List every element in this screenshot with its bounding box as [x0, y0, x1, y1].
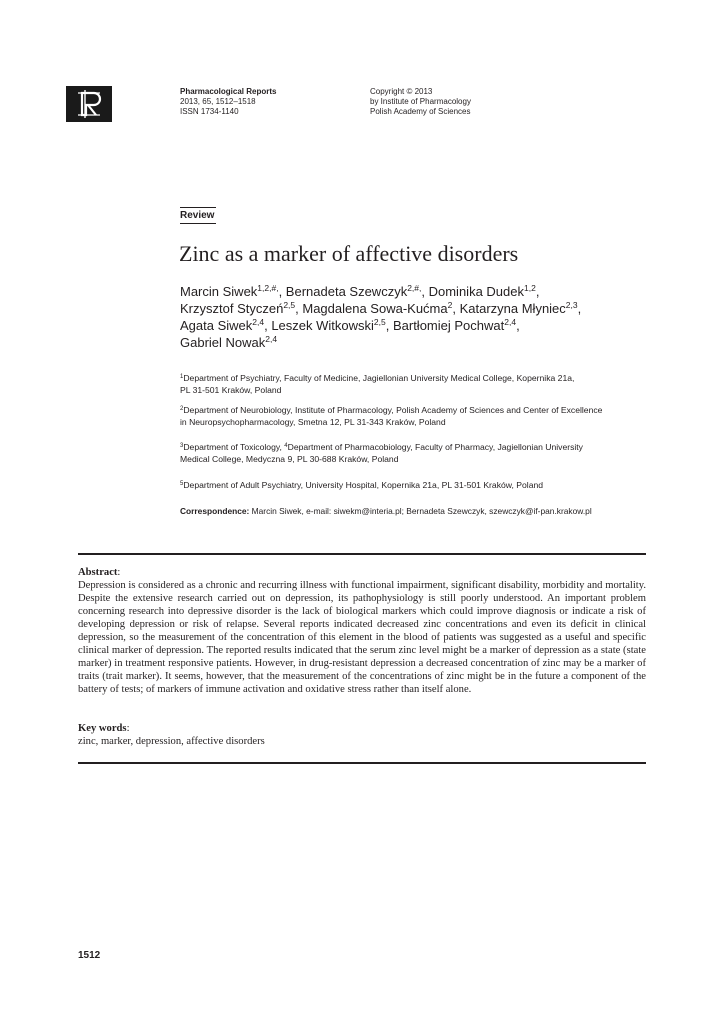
review-rule-bottom [180, 223, 216, 224]
author-separator: , [535, 284, 540, 299]
keywords-heading-colon: : [126, 723, 130, 734]
affiliation-text: in Neuropsychopharmacology, Smetna 12, PL 31-343 Kraków, Poland [180, 417, 446, 427]
affiliation-text: PL 31-501 Kraków, Poland [180, 385, 282, 395]
abstract-body: Depression is considered as a chronic and recurring illness with functional impairment, significant disability, morbidity and mortality. Despite the extensive research carried out on depression, its pathophysiology is still poorly understood. An important problem concerning research into depressive disorder is the lack of biological markers which could improve diagnosis or indicate a risk of developing depression or risk of relapse. Several reports indicated decreased zinc concentrations and even its deficit in clinical depression, so the measurement of the concentration of this element in the blood of patients was suggested as a useful and specific clinical marker of depression. The reported results indicated that the serum zinc level might be a marker of depression as a state (state marker) in treatment responsive patients. However, in drug-resistant depression a decreased concentration of zinc may be a marker of traits (trait marker). It seems, however, that the measurement of the concentrations of zinc might be in the future a component of the battery of tests; of markers of immune activation and oxidative stress rather than itself alone. [78, 580, 646, 695]
correspondence-text: Marcin Siwek, e-mail: siwekm@interia.pl; Bernadeta Szewczyk, szewczyk@if-pan.krakow.pl [249, 506, 592, 516]
author-affiliation-sup: 2 [447, 300, 453, 310]
author-name: , Dominika Dudek [421, 284, 524, 299]
review-rule-top [180, 207, 216, 208]
publisher-line-1: by Institute of Pharmacology [370, 97, 471, 106]
journal-issn: ISSN 1734-1140 [180, 107, 239, 116]
author-affiliation-sup: 2,5 [373, 317, 386, 327]
affiliation-text: Medical College, Medyczna 9, PL 30-688 Kraków, Poland [180, 454, 399, 464]
author-name: Krzysztof Styczeń [180, 301, 284, 316]
author-line [180, 334, 650, 351]
author-affiliation-sup: 2,#, [407, 283, 422, 293]
author-separator: , [516, 318, 520, 333]
author-line [180, 300, 650, 317]
page-number: 1512 [78, 950, 101, 961]
affiliation-text: Department of Pharmacobiology, Faculty of Pharmacy, Jagiellonian University [287, 442, 583, 452]
abstract-rule-top [78, 553, 646, 555]
affiliation-3-4 [180, 441, 640, 465]
abstract-heading-colon: : [117, 567, 121, 578]
copyright-info [370, 87, 471, 117]
affiliation-number: 1 [180, 374, 184, 380]
journal-logo [66, 86, 112, 122]
author-list [180, 283, 650, 351]
author-affiliation-sup: 2,4 [252, 317, 265, 327]
author-name: Marcin Siwek [180, 284, 258, 299]
author-affiliation-sup: 2,5 [283, 300, 296, 310]
author-name: Agata Siwek [180, 318, 253, 333]
author-affiliation-sup: 2,3 [565, 300, 578, 310]
author-name: , Bartłomiej Pochwat [385, 318, 505, 333]
author-line [180, 317, 650, 334]
author-name: , Katarzyna Młyniec [452, 301, 566, 316]
affiliation-text: Department of Toxicology, [183, 442, 285, 452]
author-affiliation-sup: 1,2 [524, 283, 536, 293]
affiliation-text: Department of Neurobiology, Institute of Pharmacology, Polish Academy of Sciences and Center of Excellence [183, 405, 603, 415]
affiliation-text: Department of Psychiatry, Faculty of Medicine, Jagiellonian University Medical College, Kopernika 21a, [183, 373, 575, 383]
journal-name: Pharmacological Reports [180, 87, 277, 96]
author-affiliation-sup: 2,4 [504, 317, 517, 327]
article-type: Review [180, 210, 215, 221]
author-name: , Bernadeta Szewczyk [278, 284, 408, 299]
author-name: Gabriel Nowak [180, 335, 266, 350]
affiliation-5 [180, 479, 640, 491]
journal-info [180, 87, 276, 117]
abstract-heading-line [78, 566, 646, 579]
affiliation-number: 3 [180, 443, 184, 449]
pr-monogram-icon [66, 86, 112, 122]
keywords-heading: Key words [78, 723, 127, 734]
affiliation-number: 5 [180, 481, 184, 487]
keywords-list: zinc, marker, depression, affective disorders [78, 736, 265, 747]
author-affiliation-sup: 1,2,#, [257, 283, 279, 293]
abstract-heading: Abstract [78, 567, 118, 578]
affiliation-number: 2 [180, 406, 184, 412]
author-affiliation-sup: 2,4 [265, 334, 278, 344]
correspondence-label: Correspondence: [180, 506, 250, 516]
copyright-line: Copyright © 2013 [370, 87, 433, 96]
affiliation-number: 4 [284, 443, 288, 449]
keywords-section [78, 722, 646, 748]
author-name: , Leszek Witkowski [264, 318, 374, 333]
author-line [180, 283, 650, 300]
publisher-line-2: Polish Academy of Sciences [370, 107, 471, 116]
affiliation-1 [180, 372, 640, 396]
affiliation-2 [180, 404, 640, 428]
abstract-rule-bottom [78, 762, 646, 764]
journal-citation: 2013, 65, 1512–1518 [180, 97, 256, 106]
correspondence [180, 505, 592, 517]
abstract-section [78, 566, 646, 696]
author-separator: , [577, 301, 582, 316]
article-title: Zinc as a marker of affective disorders [179, 241, 519, 266]
affiliation-text: Department of Adult Psychiatry, University Hospital, Kopernika 21a, PL 31-501 Kraków, Poland [183, 480, 544, 490]
author-name: , Magdalena Sowa-Kućma [295, 301, 448, 316]
